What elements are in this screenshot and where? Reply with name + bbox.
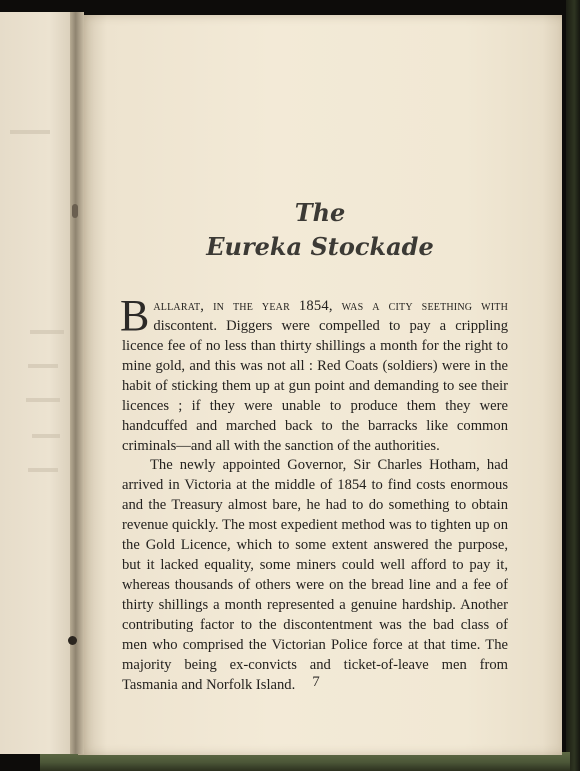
chapter-title-line-1: The: [294, 198, 346, 227]
show-through-mark: [30, 330, 64, 334]
book-cover-edge: [566, 0, 580, 771]
chapter-title-line-2: Eureka Stockade: [206, 232, 434, 261]
show-through-mark: [10, 130, 50, 134]
small-caps-opening: allarat, in the year 1854, was a city seething with: [153, 298, 508, 314]
paragraph-1: [120, 291, 508, 456]
paragraph-2-text: The newly appointed Governor, Sir Charles Hotham, had arrived in Victoria at the middle of 1854 to find costs enormous and the Treasury almost bare, he had to do something to obtain revenue quickly. The most expedient method was to tighten up on the Gold Licence, which to some extent answered the purpose, but it lacked equality, some miners could well afford to pay it, whereas thousands of others were on the bread line and a fee of thirty shillings a month represented a genuine hardship. Another contributing factor to the discontentment was the bad class of men who comprised the Victorian Police force at that time. The majority being ex-convicts and ticket-of-leave men from Tasmania and Norfolk Island.: [122, 457, 508, 693]
show-through-mark: [28, 364, 58, 368]
binding-stitch-hole: [68, 636, 77, 645]
show-through-mark: [28, 468, 58, 472]
paragraph-2: [122, 455, 508, 695]
show-through-mark: [32, 434, 60, 438]
drop-cap: B: [120, 291, 150, 340]
page-number: 7: [312, 674, 320, 690]
paragraph-1-text: discontent. Diggers were compelled to pay a crippling licence fee of no less than thirty shillings a month for the right to mine gold, and this was not all : Red Coats (soldiers) were in the habit of sticking them up at gun point and demanding to see their licences ; if they were unable to produce them they were handcuffed and marched back to the barracks like common criminals—and all with the sanction of the authorities.: [122, 318, 508, 454]
show-through-mark: [26, 398, 60, 402]
